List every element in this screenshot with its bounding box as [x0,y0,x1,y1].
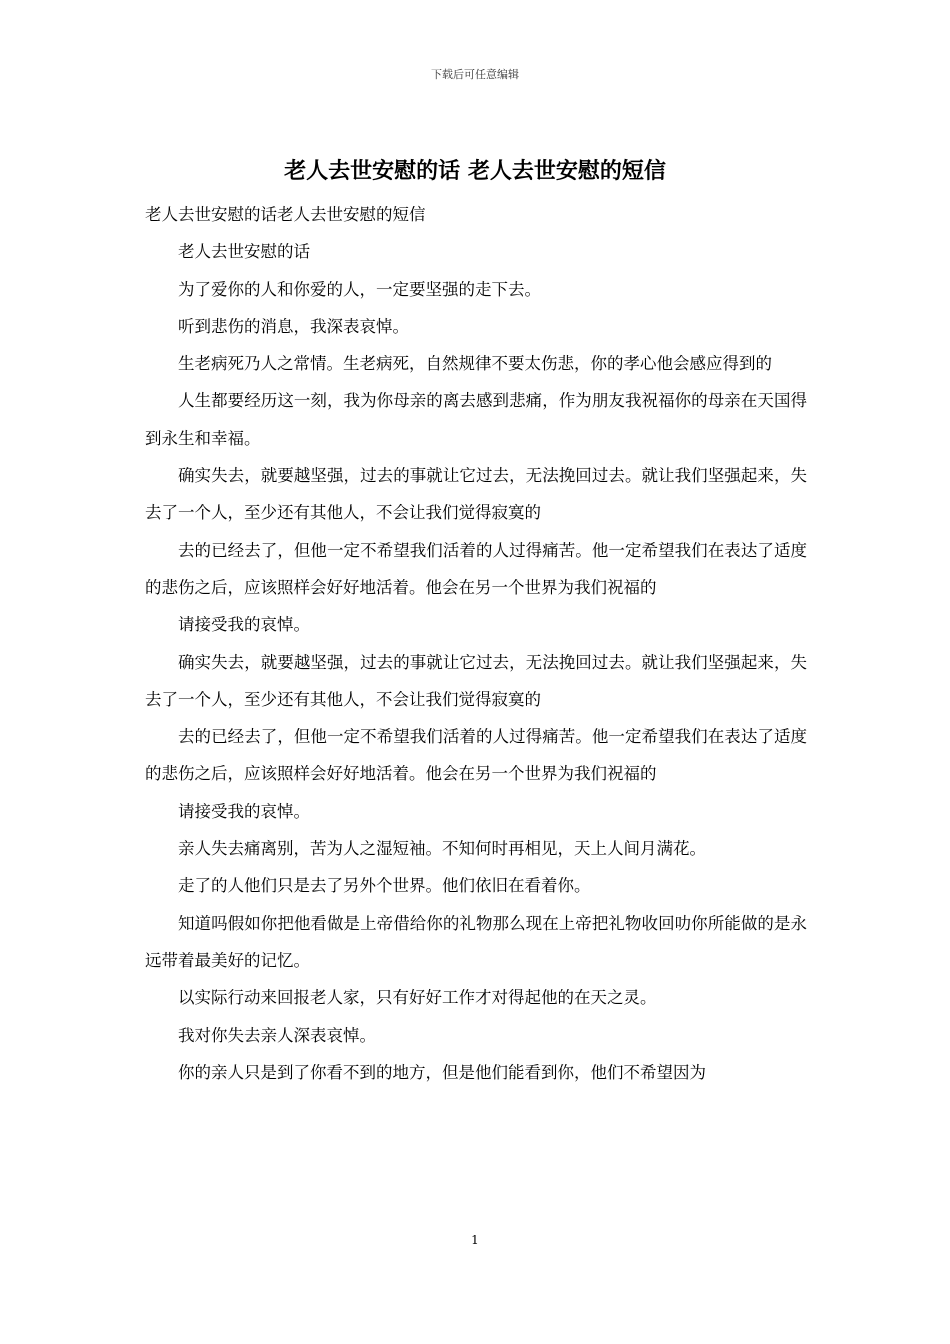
paragraph: 生老病死乃人之常情。生老病死，自然规律不要太伤悲，你的孝心他会感应得到的 [178,354,772,374]
paragraph: 亲人失去痛离别，苦为人之湿短袖。不知何时再相见，天上人间月满花。 [178,839,706,859]
paragraph: 老人去世安慰的话 [178,242,310,262]
paragraph: 确实失去，就要越坚强，过去的事就让它过去，无法挽回过去。就让我们坚强起来，失去了一个人，至少还有其他人，不会让我们觉得寂寞的 [145,466,807,523]
paragraph: 我对你失去亲人深表哀悼。 [178,1025,376,1045]
paragraph: 听到悲伤的消息，我深表哀悼。 [178,316,409,336]
document-body [145,196,807,1091]
page-number: 1 [471,1233,479,1247]
paragraph: 请接受我的哀悼。 [178,615,310,635]
paragraph: 去的已经去了，但他一定不希望我们活着的人过得痛苦。他一定希望我们在表达了适度的悲伤之后，应该照样会好好地活着。他会在另一个世界为我们祝福的 [145,540,807,597]
paragraph: 去的已经去了，但他一定不希望我们活着的人过得痛苦。他一定希望我们在表达了适度的悲伤之后，应该照样会好好地活着。他会在另一个世界为我们祝福的 [145,727,807,784]
header-note: 下载后可任意编辑 [431,68,519,81]
paragraph: 知道吗假如你把他看做是上帝借给你的礼物那么现在上帝把礼物收回叻你所能做的是永远带着最美好的记忆。 [145,913,807,970]
paragraph: 你的亲人只是到了你看不到的地方，但是他们能看到你，他们不希望因为 [178,1062,706,1082]
paragraph: 以实际行动来回报老人家，只有好好工作才对得起他的在天之灵。 [178,988,657,1008]
paragraph: 人生都要经历这一刻，我为你母亲的离去感到悲痛，作为朋友我祝福你的母亲在天国得到永生和幸福。 [145,391,807,448]
document-title: 老人去世安慰的话 老人去世安慰的短信 [284,158,666,184]
paragraph: 老人去世安慰的话老人去世安慰的短信 [145,205,426,224]
paragraph: 走了的人他们只是去了另外个世界。他们依旧在看着你。 [178,876,591,896]
paragraph: 为了爱你的人和你爱的人，一定要坚强的走下去。 [178,279,541,299]
paragraph: 确实失去，就要越坚强，过去的事就让它过去，无法挽回过去。就让我们坚强起来，失去了一个人，至少还有其他人，不会让我们觉得寂寞的 [145,652,807,709]
paragraph: 请接受我的哀悼。 [178,801,310,821]
